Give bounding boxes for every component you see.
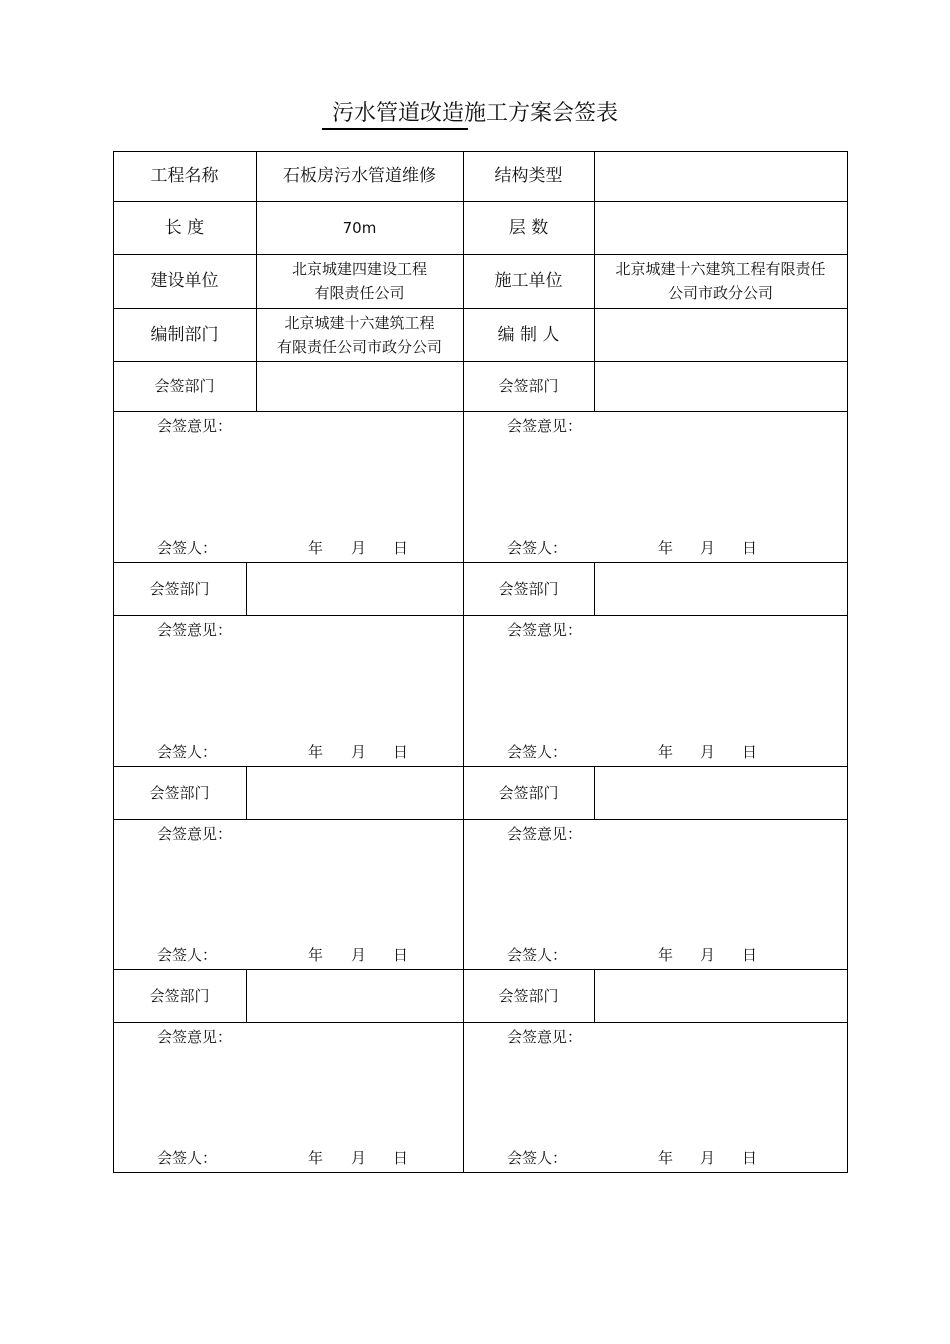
month-right-3: 月	[700, 946, 716, 964]
day-right-4: 日	[742, 1149, 758, 1167]
compile-dept-value-line1: 北京城建十六建筑工程	[284, 313, 435, 332]
builder-value-line1: 北京城建四建设工程	[291, 260, 427, 278]
day-right-2: 日	[742, 743, 758, 761]
builder-value	[256, 254, 463, 308]
signoff-dept-value-left-2	[246, 562, 463, 615]
signoff-dept-label-right-2: 会签部门	[498, 579, 559, 598]
table-border-h	[113, 819, 848, 820]
document-title: 污水管道改造施工方案会签表	[331, 101, 618, 126]
table-border-h	[113, 615, 848, 616]
signer-label-left-4: 会签人：	[157, 1149, 218, 1167]
compile-dept-value	[256, 308, 463, 361]
year-right-3: 年	[658, 946, 674, 964]
month-right-2: 月	[700, 743, 716, 761]
signer-label-left-2: 会签人：	[157, 743, 218, 761]
signoff-opinion-left-1: 会签意见：	[157, 417, 233, 435]
structure-type-label: 结构类型	[494, 166, 563, 186]
signoff-dept-label-left-4: 会签部门	[149, 986, 210, 1005]
signer-label-right-2: 会签人：	[507, 743, 568, 761]
table-bottom-border	[113, 1172, 848, 1173]
compiler-value	[594, 308, 847, 361]
length-value: 70m	[342, 218, 377, 237]
floors-label: 层 数	[508, 217, 549, 238]
month-left-1: 月	[351, 539, 367, 557]
signoff-dept-label-left-3: 会签部门	[149, 783, 210, 802]
title-underline	[322, 128, 468, 130]
signoff-dept-label-left-1: 会签部门	[154, 377, 215, 395]
signoff-dept-value-right-4	[594, 969, 847, 1022]
signoff-dept-label-right-1: 会签部门	[498, 377, 559, 395]
table-right-border	[847, 151, 848, 1173]
month-right-1: 月	[700, 539, 716, 557]
month-right-4: 月	[700, 1149, 716, 1167]
contractor-label: 施工单位	[494, 271, 563, 291]
project-name-label: 工程名称	[150, 166, 219, 186]
table-left-border	[113, 151, 114, 1173]
year-left-2: 年	[308, 743, 324, 761]
signoff-opinion-right-4: 会签意见：	[507, 1028, 583, 1046]
contractor-value-line1: 北京城建十六建筑工程有限责任	[615, 260, 826, 278]
signoff-opinion-right-2: 会签意见：	[507, 621, 583, 639]
table-border-h	[113, 1022, 848, 1023]
signoff-dept-label-left-2: 会签部门	[149, 579, 210, 598]
month-left-2: 月	[351, 743, 367, 761]
year-left-4: 年	[308, 1149, 324, 1167]
month-left-3: 月	[351, 946, 367, 964]
signoff-opinion-left-3: 会签意见：	[157, 825, 233, 843]
compile-dept-label: 编制部门	[150, 324, 219, 345]
length-label: 长 度	[164, 217, 205, 238]
signer-label-left-1: 会签人：	[157, 539, 218, 557]
signoff-dept-value-left-3	[246, 766, 463, 819]
year-right-1: 年	[658, 539, 674, 557]
day-left-1: 日	[393, 539, 409, 557]
year-right-2: 年	[658, 743, 674, 761]
signoff-opinion-right-1: 会签意见：	[507, 417, 583, 435]
signoff-dept-value-right-3	[594, 766, 847, 819]
signer-label-right-3: 会签人：	[507, 946, 568, 964]
contractor-value-line2: 公司市政分公司	[667, 284, 773, 302]
compile-dept-value-line2: 有限责任公司市政分公司	[276, 337, 442, 356]
day-left-4: 日	[393, 1149, 409, 1167]
signoff-dept-value-right-2	[594, 562, 847, 615]
builder-label: 建设单位	[150, 271, 219, 291]
day-left-2: 日	[393, 743, 409, 761]
signer-label-left-3: 会签人：	[157, 946, 218, 964]
signoff-dept-label-right-3: 会签部门	[498, 783, 559, 802]
signer-label-right-1: 会签人：	[507, 539, 568, 557]
year-right-4: 年	[658, 1149, 674, 1167]
day-left-3: 日	[393, 946, 409, 964]
signoff-opinion-right-3: 会签意见：	[507, 825, 583, 843]
signoff-opinion-left-2: 会签意见：	[157, 621, 233, 639]
table-border-h	[113, 411, 848, 412]
signoff-dept-value-left-4	[246, 969, 463, 1022]
day-right-3: 日	[742, 946, 758, 964]
structure-type-value	[594, 151, 847, 201]
signer-label-right-4: 会签人：	[507, 1149, 568, 1167]
contractor-value	[594, 254, 847, 308]
year-left-3: 年	[308, 946, 324, 964]
month-left-4: 月	[351, 1149, 367, 1167]
signoff-opinion-left-4: 会签意见：	[157, 1028, 233, 1046]
year-left-1: 年	[308, 539, 324, 557]
floors-value	[594, 201, 847, 254]
day-right-1: 日	[742, 539, 758, 557]
compiler-label: 编 制 人	[497, 324, 560, 345]
builder-value-line2: 有限责任公司	[314, 284, 405, 302]
project-name-value: 石板房污水管道维修	[283, 166, 436, 186]
signoff-dept-value-right-1	[594, 361, 847, 411]
signoff-dept-value-left-1	[256, 361, 463, 411]
signoff-dept-label-right-4: 会签部门	[498, 986, 559, 1005]
